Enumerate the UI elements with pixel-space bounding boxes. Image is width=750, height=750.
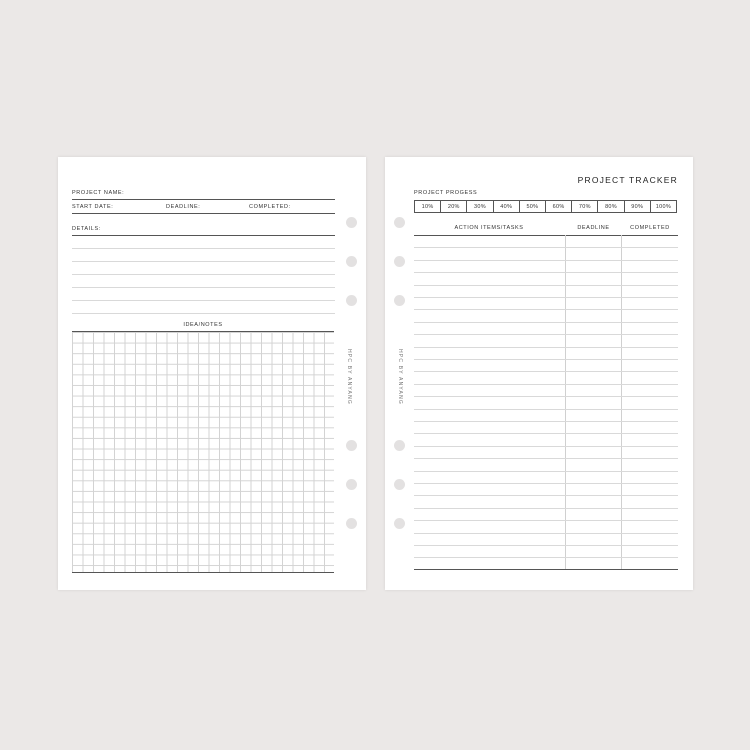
progress-tracker	[414, 200, 677, 213]
details-ruled-line	[72, 274, 335, 275]
task-row-line	[414, 495, 678, 496]
progress-step: 50%	[519, 201, 545, 212]
task-row-line	[414, 347, 678, 348]
task-row-line	[414, 508, 678, 509]
progress-step: 10%	[421, 203, 434, 210]
punch-hole	[394, 479, 405, 490]
brand-mark: HPC BY ANYANG	[397, 349, 403, 405]
task-row-line	[414, 322, 678, 323]
punch-hole	[346, 217, 357, 228]
task-row-line	[414, 533, 678, 534]
action-items-header: ACTION ITEMS/TASKS	[454, 225, 524, 231]
start-date-label: START DATE:	[72, 204, 114, 210]
table-top-rule	[414, 235, 678, 236]
task-row-line	[414, 359, 678, 360]
task-row-line	[414, 421, 678, 422]
task-row-line	[414, 297, 678, 298]
task-row-line	[414, 520, 678, 521]
details-label: DETAILS:	[72, 226, 101, 232]
deadline-header: DEADLINE	[577, 225, 610, 231]
task-row-line	[414, 247, 678, 248]
task-row-line	[414, 483, 678, 484]
brand-mark: HPC BY ANYANG	[346, 349, 352, 405]
deadline-label: DEADLINE:	[166, 204, 201, 210]
task-table	[414, 235, 678, 570]
task-row-line	[414, 371, 678, 372]
progress-step: 60%	[545, 201, 571, 212]
progress-step: 40%	[493, 201, 519, 212]
punch-hole	[394, 518, 405, 529]
punch-hole	[394, 217, 405, 228]
table-bottom-rule	[414, 569, 678, 570]
dates-line	[72, 213, 335, 214]
completed-label: COMPLETED:	[249, 204, 291, 210]
punch-hole	[346, 440, 357, 451]
task-row-line	[414, 446, 678, 447]
task-row-line	[414, 260, 678, 261]
task-row-line	[414, 285, 678, 286]
task-row-line	[414, 545, 678, 546]
details-ruled-line	[72, 287, 335, 288]
completed-header: COMPLETED	[630, 225, 670, 231]
task-row-line	[414, 396, 678, 397]
progress-step: 100%	[650, 201, 676, 212]
ideas-notes-grid	[72, 331, 334, 573]
task-row-line	[414, 458, 678, 459]
details-ruled-line	[72, 313, 335, 314]
punch-hole	[346, 256, 357, 267]
project-name-label: PROJECT NAME:	[72, 190, 125, 196]
task-row-line	[414, 384, 678, 385]
details-ruled-line	[72, 300, 335, 301]
task-row-line	[414, 433, 678, 434]
left-planner-page	[58, 157, 366, 590]
punch-hole	[346, 295, 357, 306]
task-row-line	[414, 557, 678, 558]
details-ruled-line	[72, 261, 335, 262]
right-planner-page	[385, 157, 693, 590]
progress-step: 30%	[466, 201, 492, 212]
progress-step: 70%	[571, 201, 597, 212]
details-ruled-line	[72, 248, 335, 249]
project-progress-label: PROJECT PROGESS	[414, 190, 478, 196]
project-name-line	[72, 199, 335, 200]
task-row-line	[414, 471, 678, 472]
punch-hole	[346, 518, 357, 529]
ideas-notes-label: IDEA/NOTES	[183, 322, 223, 328]
progress-step: 80%	[597, 201, 623, 212]
task-row-line	[414, 409, 678, 410]
details-line	[72, 235, 335, 236]
progress-step: 90%	[624, 201, 650, 212]
punch-hole	[394, 295, 405, 306]
punch-hole	[394, 440, 405, 451]
task-row-line	[414, 309, 678, 310]
punch-hole	[346, 479, 357, 490]
page-title: PROJECT TRACKER	[577, 175, 678, 185]
task-row-line	[414, 272, 678, 273]
progress-step: 20%	[440, 201, 466, 212]
task-row-line	[414, 334, 678, 335]
punch-hole	[394, 256, 405, 267]
